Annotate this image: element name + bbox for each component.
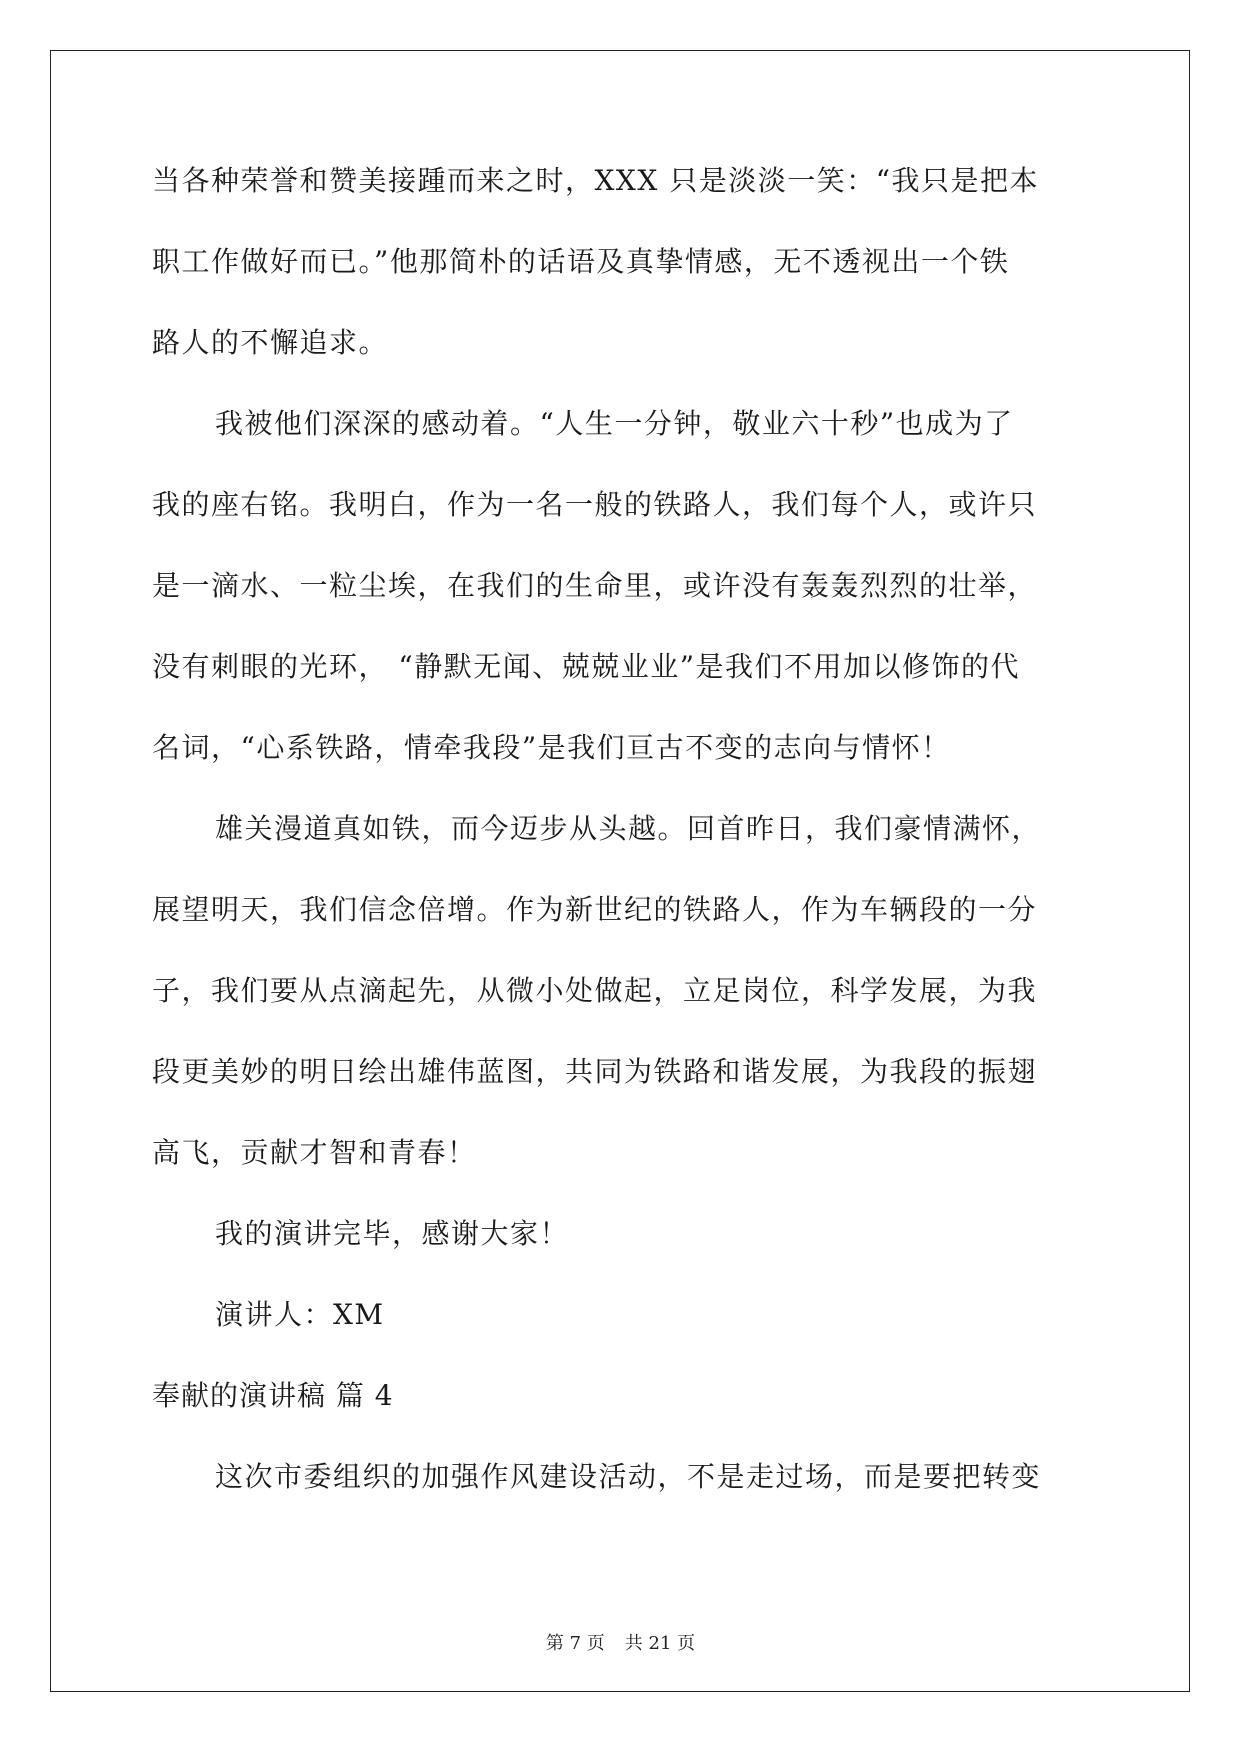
paragraph-line: 职工作做好而已。”他那简朴的话语及真挚情感，无不透视出一个铁: [152, 245, 1010, 278]
section-heading: 奉献的演讲稿 篇 4: [152, 1379, 394, 1412]
paragraph-line: 我被他们深深的感动着。“人生一分钟，敬业六十秒”也成为了: [215, 407, 1014, 440]
paragraph-line: 没有刺眼的光环， “静默无闻、兢兢业业”是我们不用加以修饰的代: [152, 650, 1021, 683]
paragraph-line: 子，我们要从点滴起先，从微小处做起，立足岗位，科学发展，为我: [152, 974, 1038, 1007]
paragraph-line: 名词，“心系铁路，情牵我段”是我们亘古不变的志向与情怀！: [152, 731, 951, 764]
speaker-line: 演讲人：XM: [215, 1298, 385, 1331]
page-total: 共 21 页: [624, 1633, 696, 1654]
paragraph-line: 当各种荣誉和赞美接踵而来之时，XXX 只是淡淡一笑：“我只是把本: [152, 164, 1040, 197]
paragraph-line: 雄关漫道真如铁，而今迈步从头越。回首昨日，我们豪情满怀，: [215, 812, 1042, 845]
paragraph-line: 段更美妙的明日绘出雄伟蓝图，共同为铁路和谐发展，为我段的振翅: [152, 1055, 1038, 1088]
paragraph-line: 是一滴水、一粒尘埃，在我们的生命里，或许没有轰轰烈烈的壮举，: [152, 569, 1038, 602]
page-number: 第 7 页: [545, 1633, 605, 1654]
paragraph-line: 高飞，贡献才智和青春！: [152, 1136, 477, 1169]
paragraph-line: 我的座右铭。我明白，作为一名一般的铁路人，我们每个人，或许只: [152, 488, 1038, 521]
closing-line: 我的演讲完毕，感谢大家！: [215, 1217, 570, 1250]
page-footer: [0, 1632, 1241, 1656]
document-body: [152, 157, 1092, 1534]
paragraph-line: 展望明天，我们信念倍增。作为新世纪的铁路人，作为车辆段的一分: [152, 893, 1038, 926]
paragraph-line: 路人的不懈追求。: [152, 326, 389, 359]
paragraph-line: 这次市委组织的加强作风建设活动，不是走过场，而是要把转变: [215, 1460, 1042, 1493]
